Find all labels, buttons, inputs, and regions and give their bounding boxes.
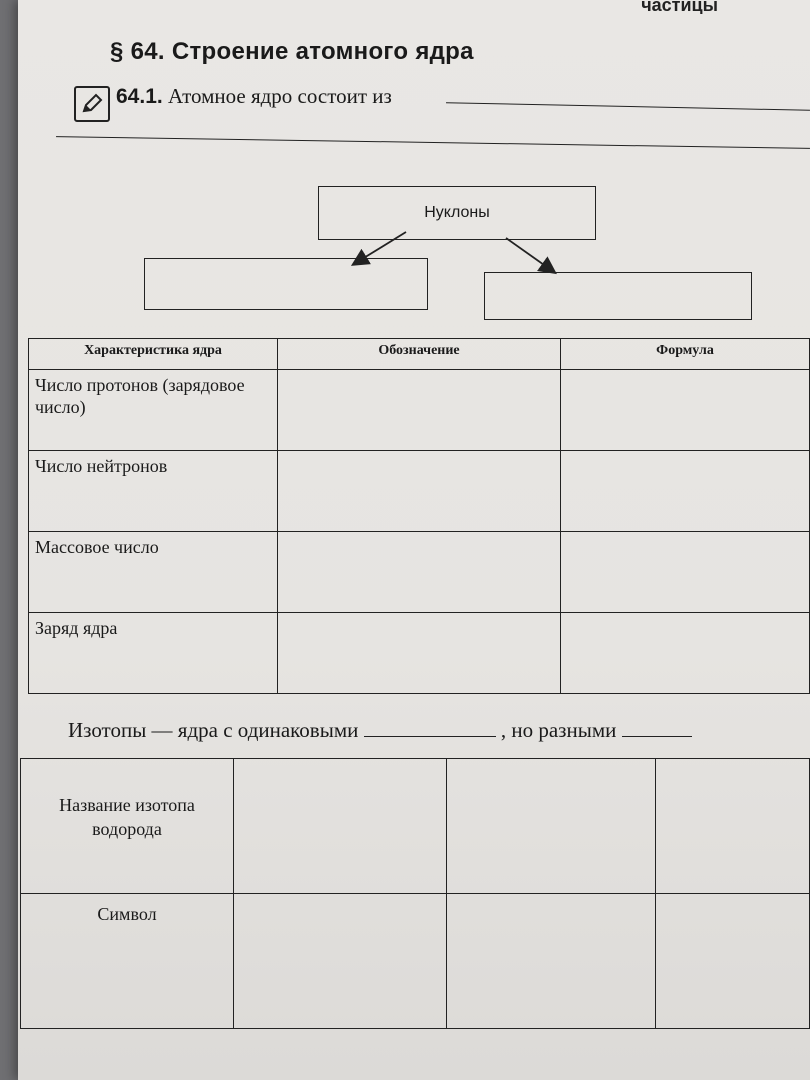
- table-row: [21, 894, 810, 1029]
- task-number: 64.1.: [116, 85, 163, 108]
- cell-notation-charge[interactable]: [278, 613, 561, 694]
- hydrogen-isotopes-table: [20, 758, 810, 1029]
- cell-notation-neutrons[interactable]: [278, 451, 561, 532]
- section-title: § 64. Строение атомного ядра: [110, 38, 474, 65]
- cell-formula-mass-number[interactable]: [561, 532, 810, 613]
- nucleus-characteristics-table: [28, 338, 810, 694]
- cell-formula-neutrons[interactable]: [561, 451, 810, 532]
- isotopes-blank-1[interactable]: [364, 720, 496, 737]
- col-header-formula: Формула: [561, 339, 810, 370]
- cell-symbol-2[interactable]: [447, 894, 656, 1029]
- diagram-arrows: [18, 0, 810, 340]
- cell-formula-charge[interactable]: [561, 613, 810, 694]
- chapter-header: частицы: [641, 0, 718, 14]
- isotopes-text-a: Изотопы — ядра с одинаковыми: [68, 718, 359, 742]
- table-row: [29, 451, 810, 532]
- cell-symbol-1[interactable]: [234, 894, 447, 1029]
- isotopes-blank-2[interactable]: [622, 720, 692, 737]
- table-row: [29, 370, 810, 451]
- row-label-isotope-name: Название изотопа водорода: [21, 759, 234, 894]
- row-label-protons: Число протонов (зарядовое число): [29, 370, 278, 451]
- table-row: [29, 613, 810, 694]
- table-header-row: [29, 339, 810, 370]
- cell-symbol-3[interactable]: [656, 894, 810, 1029]
- cell-formula-protons[interactable]: [561, 370, 810, 451]
- cell-isotope-2[interactable]: [447, 759, 656, 894]
- cell-notation-mass-number[interactable]: [278, 532, 561, 613]
- col-header-notation: Обозначение: [278, 339, 561, 370]
- nucleons-label: Нуклоны: [424, 204, 490, 221]
- task-text: Атомное ядро состоит из: [167, 84, 392, 108]
- cell-isotope-3[interactable]: [656, 759, 810, 894]
- isotopes-text-b: , но разными: [500, 718, 617, 742]
- row-label-neutrons: Число нейтронов: [29, 451, 278, 532]
- arrow-right: [506, 238, 554, 272]
- row-label-symbol: Символ: [21, 894, 234, 1029]
- isotopes-sentence: [68, 718, 692, 743]
- row-label-mass-number: Массовое число: [29, 532, 278, 613]
- row-label-charge: Заряд ядра: [29, 613, 278, 694]
- table-row: [29, 532, 810, 613]
- col-header-characteristic: Характеристика ядра: [29, 339, 278, 370]
- table-row: [21, 759, 810, 894]
- arrow-left: [354, 232, 406, 264]
- cell-notation-protons[interactable]: [278, 370, 561, 451]
- cell-isotope-1[interactable]: [234, 759, 447, 894]
